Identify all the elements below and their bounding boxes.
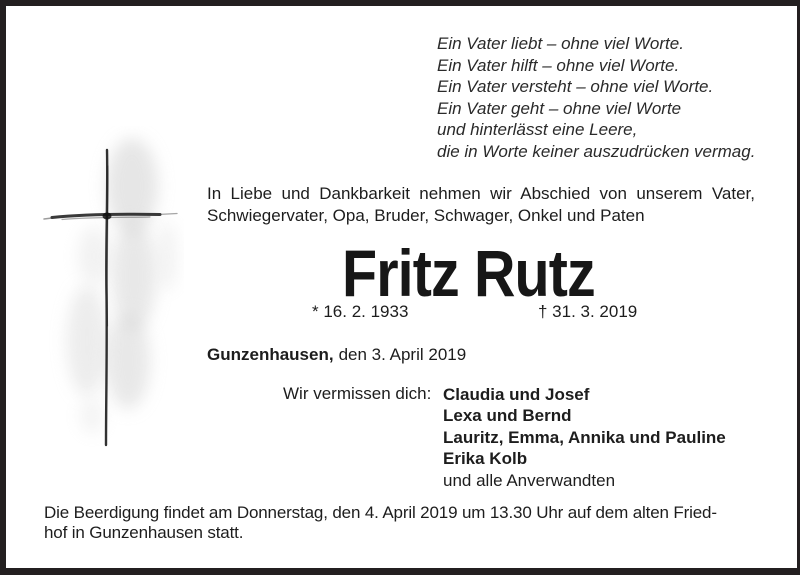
intro-line: In Liebe und Dankbarkeit nehmen wir Abschied von unserem Vater, <box>207 184 755 203</box>
dateline <box>207 345 466 365</box>
funeral-line: hof in Gunzenhausen statt. <box>44 522 244 542</box>
mourners-label: Wir vermissen dich: <box>283 384 432 403</box>
poem-line: Ein Vater versteht – ohne viel Worte. <box>437 77 714 96</box>
deceased-name: Fritz Rutz <box>342 236 595 310</box>
intro-text <box>207 183 755 226</box>
poem-line: die in Worte keiner auszudrücken vermag. <box>437 141 756 161</box>
mourner-name: Erika Kolb <box>443 449 528 469</box>
mourner-name: Lauritz, Emma, Annika und Pauline <box>443 427 726 447</box>
intro-line: Schwiegervater, Opa, Bruder, Schwager, Onkel und Paten <box>207 205 645 225</box>
dateline-date: den 3. April 2019 <box>338 345 467 364</box>
poem-line: Ein Vater geht – ohne viel Worte <box>437 98 682 118</box>
memorial-poem <box>437 33 755 162</box>
funeral-line: Die Beerdigung findet am Donnerstag, den 4. April 2019 um 13.30 Uhr auf dem alten Fried- <box>44 503 717 522</box>
sketched-cross-icon <box>32 126 184 448</box>
mourner-name: Lexa und Bernd <box>443 406 572 426</box>
poem-line: und hinterlässt eine Leere, <box>437 120 638 139</box>
poem-line: Ein Vater liebt – ohne viel Worte. <box>437 34 684 53</box>
funeral-info <box>44 503 717 542</box>
death-date: † 31. 3. 2019 <box>538 302 638 321</box>
mourners-names <box>443 384 726 491</box>
poem-line: Ein Vater hilft – ohne viel Worte. <box>437 55 680 75</box>
dateline-place: Gunzenhausen, <box>207 345 334 364</box>
birth-date: * 16. 2. 1933 <box>312 302 409 321</box>
mourner-name: Claudia und Josef <box>443 385 590 404</box>
mourners-closing: und alle Anverwandten <box>443 470 616 490</box>
